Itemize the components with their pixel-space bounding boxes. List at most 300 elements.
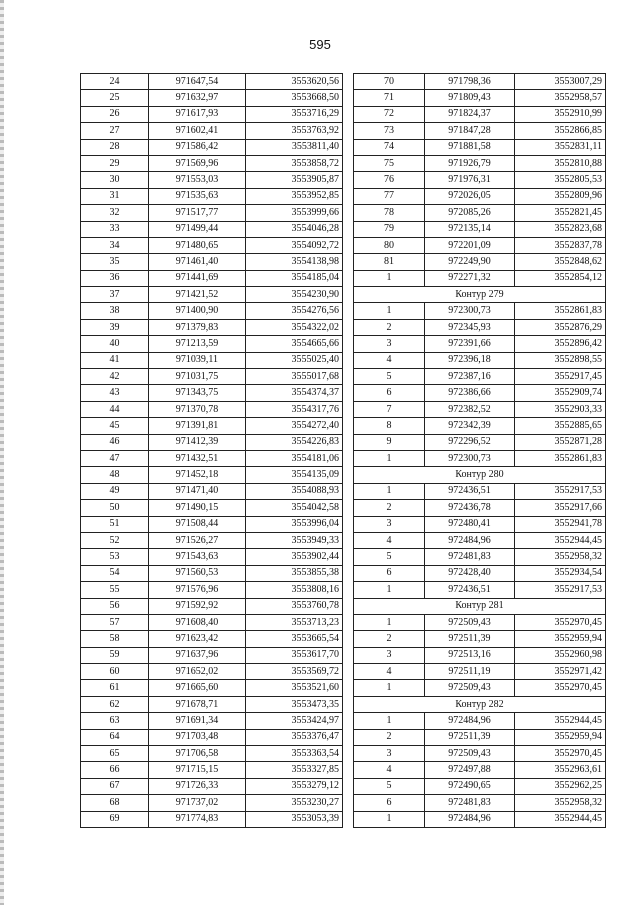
point-number: 78 <box>354 205 425 221</box>
y-coordinate: 3552909,74 <box>515 385 606 401</box>
point-number: 76 <box>354 172 425 188</box>
x-coordinate: 971471,40 <box>149 483 246 499</box>
table-row <box>354 532 606 548</box>
y-coordinate: 3554088,93 <box>246 483 343 499</box>
table-row <box>81 303 343 319</box>
x-coordinate: 971665,60 <box>149 680 246 696</box>
table-row <box>354 565 606 581</box>
point-number: 6 <box>354 795 425 811</box>
y-coordinate: 3553996,04 <box>246 516 343 532</box>
point-number: 2 <box>354 631 425 647</box>
point-number: 45 <box>81 418 149 434</box>
y-coordinate: 3552958,32 <box>515 795 606 811</box>
table-row <box>354 369 606 385</box>
x-coordinate: 971586,42 <box>149 139 246 155</box>
table-row <box>354 434 606 450</box>
point-number: 73 <box>354 123 425 139</box>
y-coordinate: 3552866,85 <box>515 123 606 139</box>
y-coordinate: 3552960,98 <box>515 647 606 663</box>
y-coordinate: 3552903,33 <box>515 401 606 417</box>
y-coordinate: 3554322,02 <box>246 319 343 335</box>
table-row <box>354 74 606 90</box>
point-number: 31 <box>81 188 149 204</box>
point-number: 69 <box>81 811 149 827</box>
table-row <box>81 369 343 385</box>
point-number: 64 <box>81 729 149 745</box>
point-number: 59 <box>81 647 149 663</box>
x-coordinate: 971490,15 <box>149 500 246 516</box>
x-coordinate: 971847,28 <box>425 123 515 139</box>
y-coordinate: 3555017,68 <box>246 369 343 385</box>
table-row <box>354 90 606 106</box>
y-coordinate: 3554230,90 <box>246 287 343 303</box>
point-number: 28 <box>81 139 149 155</box>
table-row <box>81 188 343 204</box>
point-number: 25 <box>81 90 149 106</box>
table-row <box>354 795 606 811</box>
y-coordinate: 3553808,16 <box>246 582 343 598</box>
table-row <box>354 270 606 286</box>
y-coordinate: 3552970,45 <box>515 680 606 696</box>
x-coordinate: 971652,02 <box>149 664 246 680</box>
y-coordinate: 3553569,72 <box>246 664 343 680</box>
x-coordinate: 972085,26 <box>425 205 515 221</box>
point-number: 43 <box>81 385 149 401</box>
y-coordinate: 3552821,45 <box>515 205 606 221</box>
x-coordinate: 971379,83 <box>149 319 246 335</box>
table-row <box>354 516 606 532</box>
point-number: 49 <box>81 483 149 499</box>
y-coordinate: 3553858,72 <box>246 155 343 171</box>
point-number: 4 <box>354 762 425 778</box>
table-row <box>354 631 606 647</box>
table-row <box>81 254 343 270</box>
table-row <box>81 565 343 581</box>
contour-header-row <box>354 287 606 303</box>
table-row <box>354 352 606 368</box>
contour-header-row <box>354 467 606 483</box>
point-number: 35 <box>81 254 149 270</box>
point-number: 72 <box>354 106 425 122</box>
table-row <box>81 532 343 548</box>
y-coordinate: 3553230,27 <box>246 795 343 811</box>
y-coordinate: 3554272,40 <box>246 418 343 434</box>
point-number: 32 <box>81 205 149 221</box>
table-row <box>81 762 343 778</box>
point-number: 71 <box>354 90 425 106</box>
y-coordinate: 3552917,53 <box>515 582 606 598</box>
x-coordinate: 971213,59 <box>149 336 246 352</box>
x-coordinate: 971400,90 <box>149 303 246 319</box>
contour-header: Контур 280 <box>354 467 606 483</box>
point-number: 81 <box>354 254 425 270</box>
table-row <box>81 483 343 499</box>
y-coordinate: 3552896,42 <box>515 336 606 352</box>
point-number: 38 <box>81 303 149 319</box>
point-number: 61 <box>81 680 149 696</box>
point-number: 37 <box>81 287 149 303</box>
y-coordinate: 3553279,12 <box>246 778 343 794</box>
y-coordinate: 3553949,33 <box>246 532 343 548</box>
point-number: 5 <box>354 369 425 385</box>
point-number: 1 <box>354 303 425 319</box>
table-row <box>81 139 343 155</box>
table-row <box>81 418 343 434</box>
point-number: 1 <box>354 270 425 286</box>
point-number: 65 <box>81 746 149 762</box>
y-coordinate: 3552910,99 <box>515 106 606 122</box>
point-number: 80 <box>354 237 425 253</box>
y-coordinate: 3553424,97 <box>246 713 343 729</box>
x-coordinate: 971421,52 <box>149 287 246 303</box>
point-number: 63 <box>81 713 149 729</box>
point-number: 40 <box>81 336 149 352</box>
y-coordinate: 3553855,38 <box>246 565 343 581</box>
table-row <box>354 188 606 204</box>
y-coordinate: 3554374,37 <box>246 385 343 401</box>
table-row <box>81 155 343 171</box>
table-row <box>354 155 606 171</box>
table-row <box>81 385 343 401</box>
table-row <box>81 614 343 630</box>
x-coordinate: 972396,18 <box>425 352 515 368</box>
table-row <box>81 90 343 106</box>
x-coordinate: 972391,66 <box>425 336 515 352</box>
point-number: 57 <box>81 614 149 630</box>
point-number: 4 <box>354 532 425 548</box>
x-coordinate: 971432,51 <box>149 450 246 466</box>
y-coordinate: 3554317,76 <box>246 401 343 417</box>
point-number: 52 <box>81 532 149 548</box>
point-number: 48 <box>81 467 149 483</box>
x-coordinate: 971824,37 <box>425 106 515 122</box>
table-row <box>81 319 343 335</box>
table-row <box>354 319 606 335</box>
table-row <box>81 713 343 729</box>
x-coordinate: 971647,54 <box>149 74 246 90</box>
y-coordinate: 3555025,40 <box>246 352 343 368</box>
y-coordinate: 3552876,29 <box>515 319 606 335</box>
y-coordinate: 3553713,23 <box>246 614 343 630</box>
x-coordinate: 971703,48 <box>149 729 246 745</box>
point-number: 50 <box>81 500 149 516</box>
table-row <box>354 778 606 794</box>
y-coordinate: 3552958,32 <box>515 549 606 565</box>
x-coordinate: 971678,71 <box>149 696 246 712</box>
x-coordinate: 971774,83 <box>149 811 246 827</box>
y-coordinate: 3553902,44 <box>246 549 343 565</box>
y-coordinate: 3554046,28 <box>246 221 343 237</box>
point-number: 41 <box>81 352 149 368</box>
table-row <box>354 647 606 663</box>
x-coordinate: 972480,41 <box>425 516 515 532</box>
y-coordinate: 3552809,96 <box>515 188 606 204</box>
y-coordinate: 3553668,50 <box>246 90 343 106</box>
point-number: 4 <box>354 352 425 368</box>
contour-header-row <box>354 696 606 712</box>
table-row <box>81 811 343 827</box>
x-coordinate: 972342,39 <box>425 418 515 434</box>
y-coordinate: 3552959,94 <box>515 729 606 745</box>
x-coordinate: 971706,58 <box>149 746 246 762</box>
table-row <box>81 500 343 516</box>
point-number: 1 <box>354 680 425 696</box>
table-row <box>354 713 606 729</box>
table-row <box>354 172 606 188</box>
table-row <box>81 434 343 450</box>
point-number: 33 <box>81 221 149 237</box>
contour-header: Контур 282 <box>354 696 606 712</box>
table-row <box>81 123 343 139</box>
point-number: 54 <box>81 565 149 581</box>
y-coordinate: 3552963,61 <box>515 762 606 778</box>
x-coordinate: 971517,77 <box>149 205 246 221</box>
y-coordinate: 3552959,94 <box>515 631 606 647</box>
point-number: 44 <box>81 401 149 417</box>
point-number: 51 <box>81 516 149 532</box>
table-row <box>81 205 343 221</box>
x-coordinate: 971499,44 <box>149 221 246 237</box>
y-coordinate: 3553716,29 <box>246 106 343 122</box>
point-number: 53 <box>81 549 149 565</box>
x-coordinate: 972387,16 <box>425 369 515 385</box>
x-coordinate: 972511,19 <box>425 664 515 680</box>
table-row <box>354 746 606 762</box>
table-row <box>81 401 343 417</box>
table-row <box>354 237 606 253</box>
y-coordinate: 3554276,56 <box>246 303 343 319</box>
x-coordinate: 971976,31 <box>425 172 515 188</box>
y-coordinate: 3552944,45 <box>515 811 606 827</box>
table-row <box>81 106 343 122</box>
x-coordinate: 971637,96 <box>149 647 246 663</box>
x-coordinate: 971508,44 <box>149 516 246 532</box>
point-number: 3 <box>354 746 425 762</box>
table-row <box>81 352 343 368</box>
y-coordinate: 3553327,85 <box>246 762 343 778</box>
scan-edge <box>0 0 4 905</box>
point-number: 39 <box>81 319 149 335</box>
x-coordinate: 972436,51 <box>425 582 515 598</box>
y-coordinate: 3553999,66 <box>246 205 343 221</box>
x-coordinate: 971592,92 <box>149 598 246 614</box>
point-number: 68 <box>81 795 149 811</box>
point-number: 1 <box>354 811 425 827</box>
x-coordinate: 972481,83 <box>425 795 515 811</box>
x-coordinate: 971031,75 <box>149 369 246 385</box>
point-number: 36 <box>81 270 149 286</box>
y-coordinate: 3552917,66 <box>515 500 606 516</box>
table-row <box>354 254 606 270</box>
table-row <box>81 647 343 663</box>
y-coordinate: 3552971,42 <box>515 664 606 680</box>
point-number: 60 <box>81 664 149 680</box>
y-coordinate: 3552837,78 <box>515 237 606 253</box>
x-coordinate: 972300,73 <box>425 450 515 466</box>
table-row <box>81 74 343 90</box>
y-coordinate: 3554185,04 <box>246 270 343 286</box>
table-row <box>354 664 606 680</box>
point-number: 6 <box>354 565 425 581</box>
table-row <box>354 401 606 417</box>
point-number: 79 <box>354 221 425 237</box>
point-number: 7 <box>354 401 425 417</box>
y-coordinate: 3552861,83 <box>515 303 606 319</box>
y-coordinate: 3553665,54 <box>246 631 343 647</box>
x-coordinate: 971535,63 <box>149 188 246 204</box>
x-coordinate: 971608,40 <box>149 614 246 630</box>
point-number: 6 <box>354 385 425 401</box>
contour-header: Контур 279 <box>354 287 606 303</box>
x-coordinate: 971569,96 <box>149 155 246 171</box>
x-coordinate: 971881,58 <box>425 139 515 155</box>
table-row <box>81 336 343 352</box>
table-row <box>354 418 606 434</box>
x-coordinate: 971926,79 <box>425 155 515 171</box>
x-coordinate: 972300,73 <box>425 303 515 319</box>
x-coordinate: 971452,18 <box>149 467 246 483</box>
table-row <box>81 287 343 303</box>
point-number: 47 <box>81 450 149 466</box>
x-coordinate: 972249,90 <box>425 254 515 270</box>
x-coordinate: 971039,11 <box>149 352 246 368</box>
y-coordinate: 3553376,47 <box>246 729 343 745</box>
x-coordinate: 972201,09 <box>425 237 515 253</box>
point-number: 30 <box>81 172 149 188</box>
point-number: 2 <box>354 729 425 745</box>
y-coordinate: 3553007,29 <box>515 74 606 90</box>
x-coordinate: 971715,15 <box>149 762 246 778</box>
y-coordinate: 3552823,68 <box>515 221 606 237</box>
x-coordinate: 971543,63 <box>149 549 246 565</box>
x-coordinate: 971560,53 <box>149 565 246 581</box>
y-coordinate: 3554092,72 <box>246 237 343 253</box>
x-coordinate: 971809,43 <box>425 90 515 106</box>
table-row <box>354 680 606 696</box>
point-number: 3 <box>354 647 425 663</box>
point-number: 70 <box>354 74 425 90</box>
table-row <box>81 549 343 565</box>
y-coordinate: 3553473,35 <box>246 696 343 712</box>
point-number: 3 <box>354 336 425 352</box>
point-number: 56 <box>81 598 149 614</box>
table-row <box>354 729 606 745</box>
y-coordinate: 3552848,62 <box>515 254 606 270</box>
y-coordinate: 3553617,70 <box>246 647 343 663</box>
y-coordinate: 3552917,53 <box>515 483 606 499</box>
table-row <box>354 762 606 778</box>
x-coordinate: 972497,88 <box>425 762 515 778</box>
table-row <box>81 664 343 680</box>
point-number: 2 <box>354 319 425 335</box>
x-coordinate: 971602,41 <box>149 123 246 139</box>
y-coordinate: 3553905,87 <box>246 172 343 188</box>
point-number: 1 <box>354 483 425 499</box>
table-row <box>81 795 343 811</box>
table-row <box>354 221 606 237</box>
y-coordinate: 3554226,83 <box>246 434 343 450</box>
x-coordinate: 971441,69 <box>149 270 246 286</box>
y-coordinate: 3552861,83 <box>515 450 606 466</box>
y-coordinate: 3552810,88 <box>515 155 606 171</box>
point-number: 74 <box>354 139 425 155</box>
point-number: 5 <box>354 549 425 565</box>
point-number: 34 <box>81 237 149 253</box>
point-number: 26 <box>81 106 149 122</box>
x-coordinate: 972382,52 <box>425 401 515 417</box>
point-number: 77 <box>354 188 425 204</box>
table-row <box>81 598 343 614</box>
x-coordinate: 971617,93 <box>149 106 246 122</box>
x-coordinate: 971576,96 <box>149 582 246 598</box>
y-coordinate: 3552871,28 <box>515 434 606 450</box>
y-coordinate: 3552944,45 <box>515 713 606 729</box>
y-coordinate: 3554138,98 <box>246 254 343 270</box>
x-coordinate: 972135,14 <box>425 221 515 237</box>
point-number: 55 <box>81 582 149 598</box>
point-number: 46 <box>81 434 149 450</box>
x-coordinate: 972436,78 <box>425 500 515 516</box>
point-number: 27 <box>81 123 149 139</box>
table-row <box>81 778 343 794</box>
point-number: 8 <box>354 418 425 434</box>
table-row <box>81 582 343 598</box>
point-number: 1 <box>354 713 425 729</box>
table-row <box>354 614 606 630</box>
point-number: 29 <box>81 155 149 171</box>
table-row <box>354 385 606 401</box>
y-coordinate: 3554042,58 <box>246 500 343 516</box>
point-number: 58 <box>81 631 149 647</box>
y-coordinate: 3553952,85 <box>246 188 343 204</box>
point-number: 1 <box>354 582 425 598</box>
y-coordinate: 3552917,45 <box>515 369 606 385</box>
table-row <box>354 483 606 499</box>
table-row <box>354 123 606 139</box>
y-coordinate: 3553763,92 <box>246 123 343 139</box>
y-coordinate: 3552970,45 <box>515 614 606 630</box>
x-coordinate: 972484,96 <box>425 713 515 729</box>
y-coordinate: 3552958,57 <box>515 90 606 106</box>
table-row <box>81 746 343 762</box>
y-coordinate: 3552944,45 <box>515 532 606 548</box>
point-number: 5 <box>354 778 425 794</box>
y-coordinate: 3553811,40 <box>246 139 343 155</box>
table-row <box>81 450 343 466</box>
x-coordinate: 971623,42 <box>149 631 246 647</box>
x-coordinate: 972513,16 <box>425 647 515 663</box>
table-row <box>81 516 343 532</box>
coordinates-table-left <box>80 73 343 828</box>
x-coordinate: 971553,03 <box>149 172 246 188</box>
x-coordinate: 972484,96 <box>425 811 515 827</box>
x-coordinate: 972511,39 <box>425 631 515 647</box>
x-coordinate: 972436,51 <box>425 483 515 499</box>
x-coordinate: 971737,02 <box>149 795 246 811</box>
x-coordinate: 972345,93 <box>425 319 515 335</box>
point-number: 67 <box>81 778 149 794</box>
y-coordinate: 3552970,45 <box>515 746 606 762</box>
table-row <box>81 680 343 696</box>
y-coordinate: 3552885,65 <box>515 418 606 434</box>
point-number: 42 <box>81 369 149 385</box>
x-coordinate: 971343,75 <box>149 385 246 401</box>
point-number: 75 <box>354 155 425 171</box>
table-row <box>354 139 606 155</box>
x-coordinate: 971526,27 <box>149 532 246 548</box>
table-row <box>81 467 343 483</box>
table-row <box>354 811 606 827</box>
